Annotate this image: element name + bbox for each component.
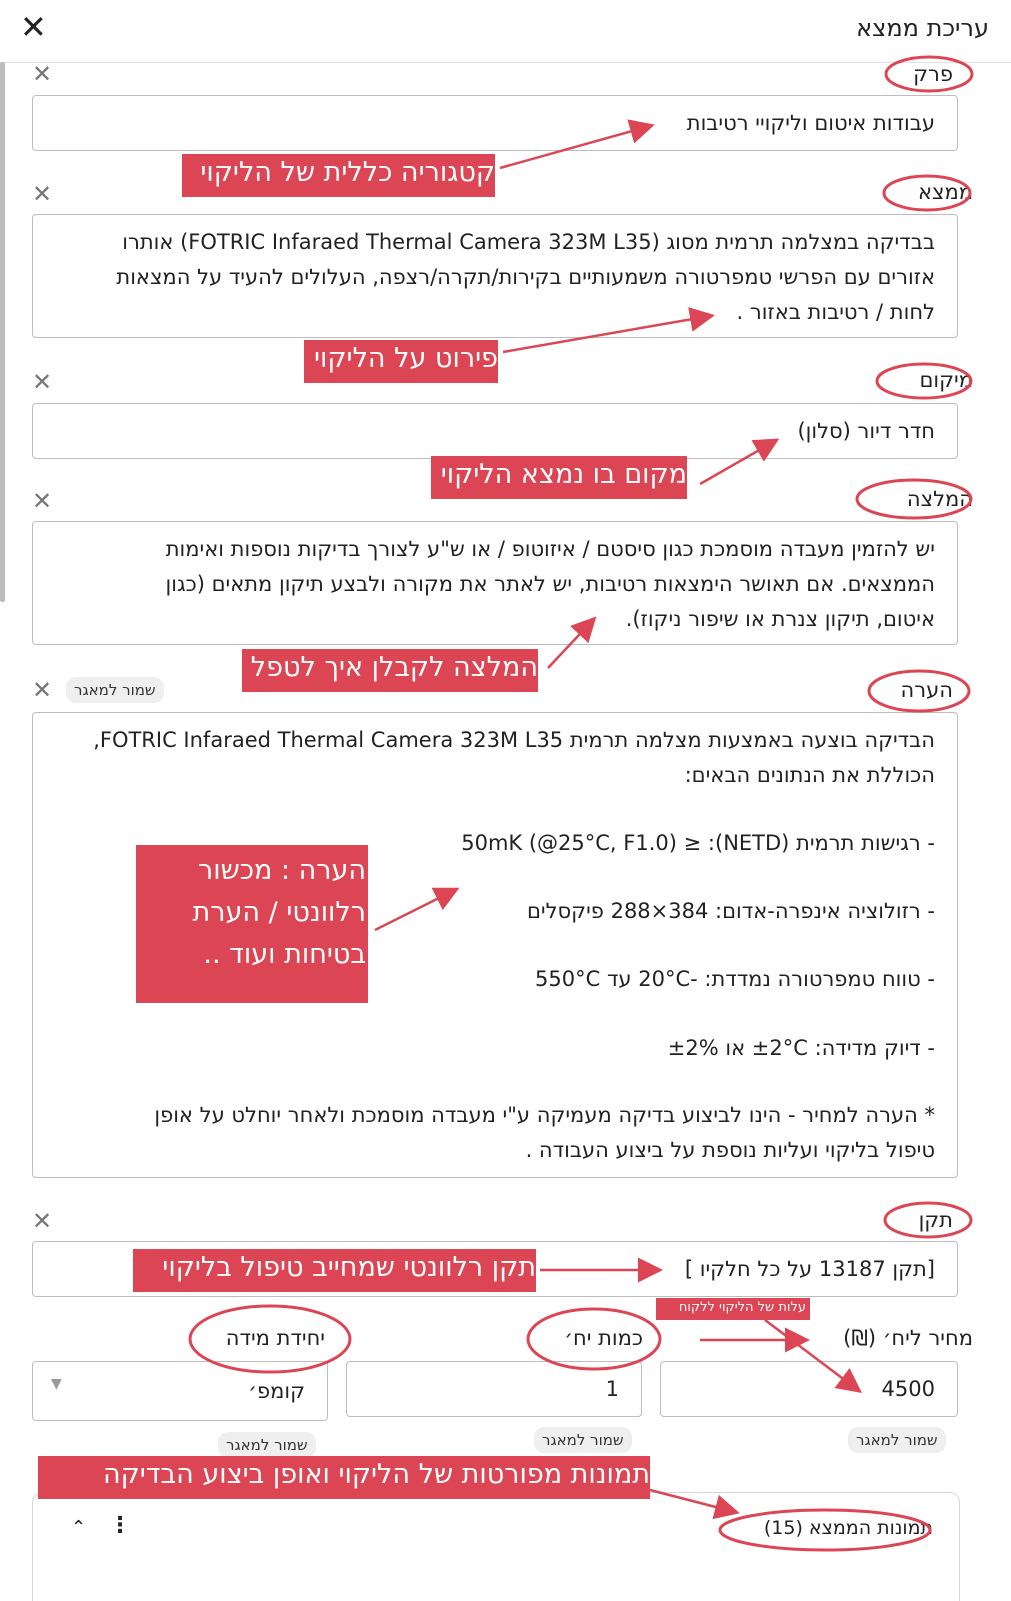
recommendation-label: המלצה	[906, 487, 973, 511]
dialog-header	[0, 0, 1011, 63]
quantity-input[interactable]	[346, 1361, 642, 1417]
clear-recommendation-icon[interactable]: ✕	[32, 487, 53, 515]
recommendation-line-1: יש להזמין מעבדה מוסמכת כגון סיסטם / איזוטופ / או ש"ע לצורך בדיקות נוספות ואימות	[165, 537, 935, 561]
chevron-down-icon: ▼	[51, 1376, 62, 1392]
location-field[interactable]	[32, 403, 958, 459]
note-save-button[interactable]: שמור למאגר	[66, 677, 164, 703]
recommendation-line-3: איטום, תיקון צנרת או שיפור ניקוז).	[625, 607, 935, 631]
annotation-location: מקום בו נמצא הליקוי	[431, 456, 687, 499]
unit-save-button[interactable]: שמור למאגר	[218, 1432, 316, 1458]
location-label: מיקום	[919, 368, 973, 392]
annotation-cost: עלות של הליקוי ללקוח	[656, 1298, 810, 1320]
close-icon[interactable]: ✕	[20, 8, 47, 46]
dialog-title: עריכת ממצא	[856, 14, 989, 42]
note-line-1: הבדיקה בוצעה באמצעות מצלמה תרמית FOTRIC Infaraed Thermal Camera 323M L35,	[93, 728, 935, 752]
annotation-recommendation: המלצה לקבלן איך לטפל	[242, 649, 538, 692]
photos-panel	[32, 1492, 960, 1601]
finding-field[interactable]	[32, 214, 958, 338]
clear-section-icon[interactable]: ✕	[32, 60, 53, 88]
finding-line-3: לחות / רטיבות באזור .	[736, 300, 935, 324]
standard-value: [תקן 13187 על כל חלקיו ]	[684, 1257, 935, 1281]
clear-note-icon[interactable]: ✕	[32, 676, 53, 704]
annotation-note-line-3: בטיחות ועוד ..	[203, 939, 366, 970]
unit-price-label: מחיר ליח׳ (₪)	[843, 1326, 973, 1350]
quantity-label: כמות יח׳	[564, 1326, 643, 1350]
photos-label: תמונות הממצא (15)	[763, 1517, 933, 1539]
section-value: עבודות איטום וליקויי רטיבות	[686, 111, 935, 135]
section-label: פרק	[913, 62, 953, 86]
annotation-standard: תקן רלוונטי שמחייב טיפול בליקוי	[133, 1249, 536, 1292]
finding-line-2: אזורים עם הפרשי טמפרטורה משמעותיים בקירות/תקרה/רצפה, העלולים להעיד על המצאות	[116, 265, 935, 289]
note-line-4: - רזולוציה אינפרה-אדום: 384×288 פיקסלים	[526, 899, 935, 923]
unit-value: קומפ׳	[248, 1379, 305, 1403]
annotation-details: פירוט על הליקוי	[304, 340, 498, 383]
note-line-7: * הערה למחיר - הינו לביצוע בדיקה מעמיקה ע"י מעבדה מוסמכת ולאחר יוחלט על אופן	[154, 1103, 935, 1127]
chevron-up-icon[interactable]: ⌃	[71, 1517, 87, 1538]
scrollbar[interactable]	[0, 62, 5, 602]
standard-label: תקן	[918, 1208, 953, 1232]
note-label: הערה	[900, 678, 953, 702]
annotation-note-line-1: הערה : מכשור	[197, 855, 366, 886]
clear-location-icon[interactable]: ✕	[32, 368, 53, 396]
note-line-6: - דיוק מדידה: ±2°C או ±2%	[667, 1036, 935, 1060]
annotation-photos: תמונות מפורטות של הליקוי ואופן ביצוע הבדיקה	[38, 1456, 650, 1499]
recommendation-line-2: הממצאים. אם תאושר הימצאות רטיבות, יש לאתר את מקורה ולבצע תיקון מתאים (כגון	[165, 572, 935, 596]
unit-select[interactable]	[32, 1361, 328, 1421]
clear-finding-icon[interactable]: ✕	[32, 180, 53, 208]
annotation-note-line-2: רלוונטי / הערת	[192, 897, 366, 928]
location-value: חדר דיור (סלון)	[797, 419, 935, 443]
unit-price-value: 4500	[881, 1377, 935, 1401]
unit-price-save-button[interactable]: שמור למאגר	[848, 1427, 946, 1453]
note-line-3: - רגישות תרמית (NETD): ≤ 50mK (@25°C, F1.0)	[461, 831, 935, 855]
recommendation-field[interactable]	[32, 521, 958, 645]
finding-label: ממצא	[917, 180, 973, 204]
clear-standard-icon[interactable]: ✕	[32, 1207, 53, 1235]
section-field[interactable]	[32, 95, 958, 151]
unit-price-input[interactable]	[660, 1361, 958, 1417]
quantity-value: 1	[605, 1377, 619, 1401]
note-line-2: הכוללת את הנתונים הבאים:	[684, 763, 935, 787]
annotation-category: קטגוריה כללית של הליקוי	[182, 154, 495, 197]
annotation-note	[136, 845, 368, 1003]
finding-line-1: בבדיקה במצלמה תרמית מסוג (FOTRIC Infaraed Thermal Camera 323M L35) אותרו	[122, 230, 935, 254]
unit-label: יחידת מידה	[225, 1326, 325, 1350]
more-vertical-icon[interactable]: ⋮	[109, 1513, 131, 1538]
quantity-save-button[interactable]: שמור למאגר	[534, 1427, 632, 1453]
note-line-5: - טווח טמפרטורה נמדדת: -20°C עד 550°C	[535, 967, 935, 991]
note-line-8: טיפול בליקוי ועליות נוספת על ביצוע העבודה .	[525, 1138, 935, 1162]
